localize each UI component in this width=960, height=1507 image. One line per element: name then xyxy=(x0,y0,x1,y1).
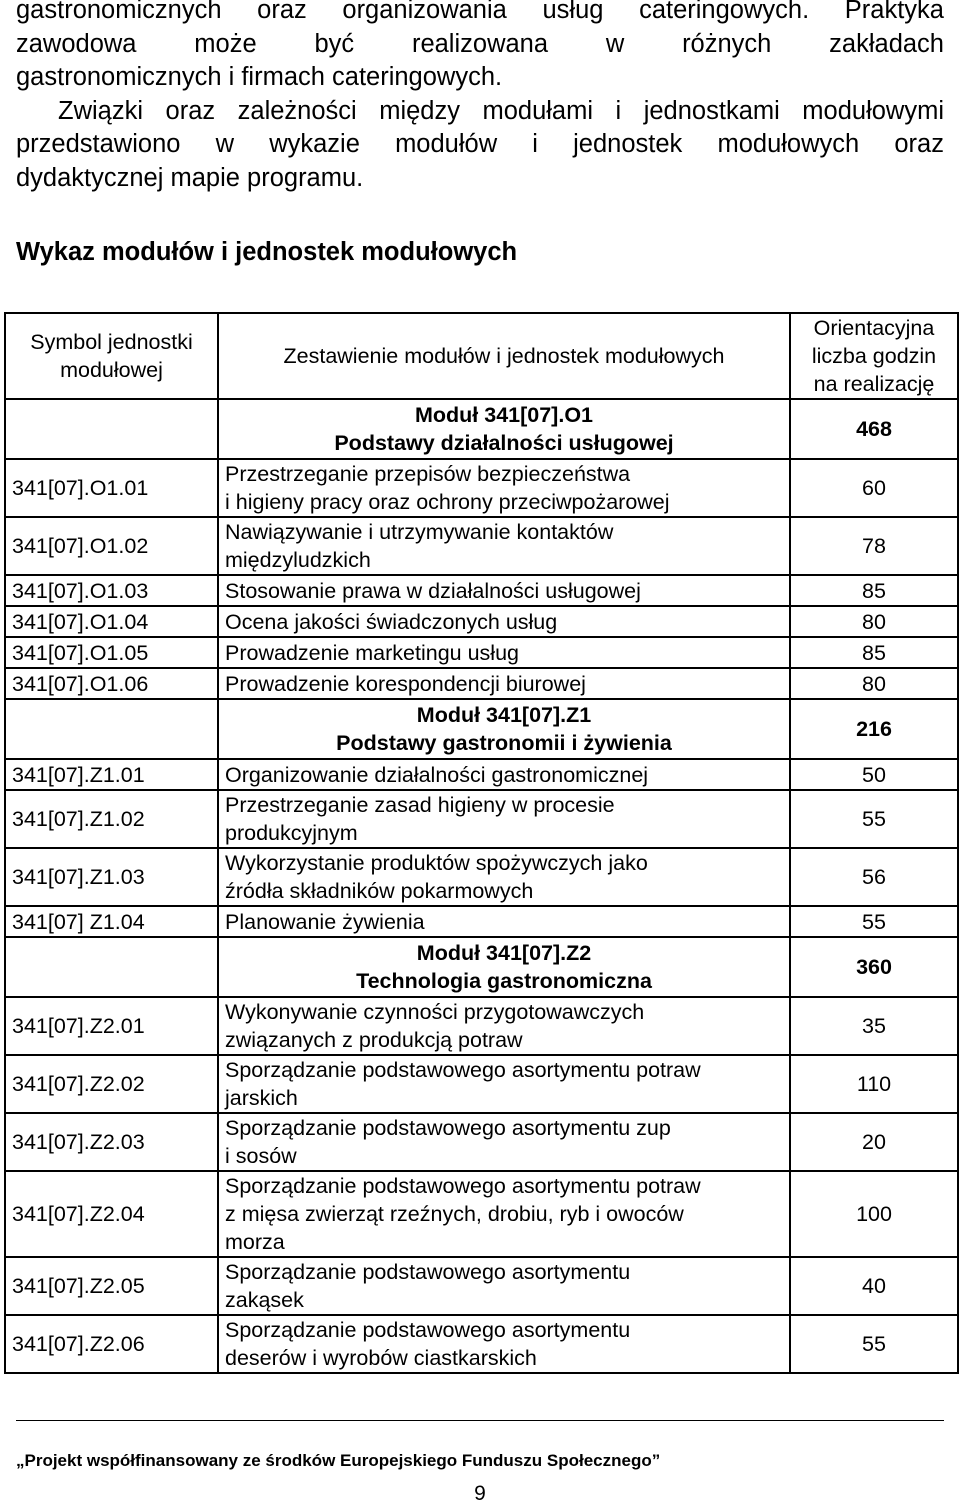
intro-line: gastronomicznych oraz organizowania usług cateringowych. Praktyka xyxy=(16,0,944,24)
module-title-line: Moduł 341[07].Z1 xyxy=(416,703,592,727)
table-row xyxy=(5,790,958,848)
table-row xyxy=(5,1315,958,1373)
unit-hours: 55 xyxy=(790,1315,958,1373)
unit-hours: 55 xyxy=(790,790,958,848)
unit-symbol: 341[07].Z2.01 xyxy=(5,997,218,1055)
unit-symbol: 341[07].Z1.01 xyxy=(5,759,218,790)
unit-name-line: związanych z produkcją potraw xyxy=(225,1028,523,1052)
footer-text: „Projekt współfinansowany ze środków Europejskiego Funduszu Społecznego” xyxy=(16,1451,661,1470)
table-row xyxy=(5,1171,958,1257)
unit-hours: 110 xyxy=(790,1055,958,1113)
intro-text xyxy=(16,0,944,195)
header-name: Zestawienie modułów i jednostek modułowych xyxy=(218,313,790,399)
footer-divider xyxy=(16,1420,944,1421)
unit-hours: 50 xyxy=(790,759,958,790)
table-row xyxy=(5,668,958,699)
module-hours: 216 xyxy=(790,699,958,759)
table-row xyxy=(5,759,958,790)
unit-hours: 20 xyxy=(790,1113,958,1171)
unit-name-line: morza xyxy=(225,1230,285,1254)
unit-name-line: Przestrzeganie przepisów bezpieczeństwa xyxy=(225,462,631,486)
unit-name-line: międzyludzkich xyxy=(225,548,371,572)
unit-name xyxy=(218,1113,790,1171)
unit-name-line: produkcyjnym xyxy=(225,821,358,845)
module-title-line: Podstawy gastronomii i żywienia xyxy=(336,731,672,755)
unit-symbol: 341[07].O1.02 xyxy=(5,517,218,575)
unit-hours: 35 xyxy=(790,997,958,1055)
unit-name-line: i sosów xyxy=(225,1144,297,1168)
unit-name-line: Sporządzanie podstawowego asortymentu potraw xyxy=(225,1058,701,1082)
unit-name-line: Ocena jakości świadczonych usług xyxy=(225,609,558,634)
page-number: 9 xyxy=(474,1482,486,1505)
module-row xyxy=(5,937,958,997)
unit-symbol: 341[07].O1.01 xyxy=(5,459,218,517)
unit-symbol: 341[07].Z2.02 xyxy=(5,1055,218,1113)
unit-symbol: 341[07].O1.03 xyxy=(5,575,218,606)
unit-hours: 78 xyxy=(790,517,958,575)
unit-hours: 80 xyxy=(790,606,958,637)
unit-name xyxy=(218,1315,790,1373)
unit-symbol: 341[07] Z1.04 xyxy=(5,906,218,937)
unit-hours: 60 xyxy=(790,459,958,517)
unit-name xyxy=(218,637,790,668)
intro-line: Związki oraz zależności między modułami i jednostkami modułowymi xyxy=(58,96,944,125)
unit-name xyxy=(218,848,790,906)
unit-name xyxy=(218,790,790,848)
module-hours: 360 xyxy=(790,937,958,997)
table-row xyxy=(5,1113,958,1171)
unit-symbol: 341[07].O1.04 xyxy=(5,606,218,637)
unit-name-line: Prowadzenie korespondencji biurowej xyxy=(225,671,586,696)
module-title xyxy=(218,937,790,997)
unit-name-line: Sporządzanie podstawowego asortymentu potraw xyxy=(225,1174,701,1198)
unit-symbol: 341[07].O1.05 xyxy=(5,637,218,668)
unit-name-line: i higieny pracy oraz ochrony przeciwpożarowej xyxy=(225,490,670,514)
unit-name-line: Przestrzeganie zasad higieny w procesie xyxy=(225,793,615,817)
intro-line: zawodowa może być realizowana w różnych zakładach xyxy=(16,29,944,58)
unit-hours: 100 xyxy=(790,1171,958,1257)
unit-name-line: Organizowanie działalności gastronomicznej xyxy=(225,762,649,787)
unit-name-line: deserów i wyrobów ciastkarskich xyxy=(225,1346,537,1370)
unit-symbol: 341[07].Z2.06 xyxy=(5,1315,218,1373)
unit-name xyxy=(218,759,790,790)
table-row xyxy=(5,575,958,606)
module-row xyxy=(5,699,958,759)
unit-name-line: jarskich xyxy=(225,1086,298,1110)
intro-line: gastronomicznych i firmach cateringowych. xyxy=(16,63,503,91)
table-row xyxy=(5,459,958,517)
module-symbol-cell xyxy=(5,399,218,459)
intro-line: przedstawiono w wykazie modułów i jednostek modułowych oraz xyxy=(16,130,944,158)
unit-symbol: 341[07].Z2.03 xyxy=(5,1113,218,1171)
unit-name xyxy=(218,1171,790,1257)
header-hours: Orientacyjna liczba godzin na realizację xyxy=(790,313,958,399)
unit-hours: 56 xyxy=(790,848,958,906)
unit-symbol: 341[07].Z1.03 xyxy=(5,848,218,906)
unit-name-line: Nawiązywanie i utrzymywanie kontaktów xyxy=(225,520,614,544)
unit-symbol: 341[07].O1.06 xyxy=(5,668,218,699)
unit-name xyxy=(218,906,790,937)
module-title-line: Moduł 341[07].O1 xyxy=(414,403,593,427)
module-title xyxy=(218,399,790,459)
unit-symbol: 341[07].Z2.05 xyxy=(5,1257,218,1315)
unit-symbol: 341[07].Z1.02 xyxy=(5,790,218,848)
unit-name-line: źródła składników pokarmowych xyxy=(225,879,534,903)
unit-name-line: Stosowanie prawa w działalności usługowej xyxy=(225,578,641,603)
table-row xyxy=(5,848,958,906)
module-hours: 468 xyxy=(790,399,958,459)
unit-name xyxy=(218,1055,790,1113)
unit-hours: 85 xyxy=(790,575,958,606)
unit-name-line: Sporządzanie podstawowego asortymentu xyxy=(225,1260,631,1284)
unit-hours: 80 xyxy=(790,668,958,699)
table-row xyxy=(5,517,958,575)
unit-name xyxy=(218,606,790,637)
table-row xyxy=(5,1055,958,1113)
module-title xyxy=(218,699,790,759)
unit-name xyxy=(218,1257,790,1315)
unit-symbol: 341[07].Z2.04 xyxy=(5,1171,218,1257)
unit-hours: 55 xyxy=(790,906,958,937)
table-row xyxy=(5,1257,958,1315)
module-title-line: Technologia gastronomiczna xyxy=(356,969,652,993)
header-symbol: Symbol jednostki modułowej xyxy=(5,313,218,399)
unit-name xyxy=(218,997,790,1055)
module-table xyxy=(4,312,959,1374)
module-title-line: Moduł 341[07].Z2 xyxy=(416,941,592,965)
unit-name xyxy=(218,668,790,699)
intro-line: dydaktycznej mapie programu. xyxy=(16,163,364,192)
table-row xyxy=(5,997,958,1055)
section-title: Wykaz modułów i jednostek modułowych xyxy=(16,238,518,266)
unit-name-line: Wykorzystanie produktów spożywczych jako xyxy=(225,851,648,875)
module-row xyxy=(5,399,958,459)
unit-name-line: Sporządzanie podstawowego asortymentu zup xyxy=(225,1116,671,1140)
unit-hours: 85 xyxy=(790,637,958,668)
module-symbol-cell xyxy=(5,937,218,997)
unit-hours: 40 xyxy=(790,1257,958,1315)
table-row xyxy=(5,637,958,668)
module-symbol-cell xyxy=(5,699,218,759)
module-title-line: Podstawy działalności usługowej xyxy=(334,431,674,455)
unit-name-line: Wykonywanie czynności przygotowawczych xyxy=(225,1000,645,1024)
table-header-row xyxy=(5,313,958,399)
table-row xyxy=(5,606,958,637)
unit-name-line: z mięsa zwierząt rzeźnych, drobiu, ryb i owoców xyxy=(225,1202,684,1226)
unit-name-line: Planowanie żywienia xyxy=(225,909,425,934)
unit-name-line: zakąsek xyxy=(225,1288,304,1312)
unit-name xyxy=(218,575,790,606)
table-row xyxy=(5,906,958,937)
unit-name-line: Prowadzenie marketingu usług xyxy=(225,640,519,665)
unit-name xyxy=(218,517,790,575)
unit-name xyxy=(218,459,790,517)
unit-name-line: Sporządzanie podstawowego asortymentu xyxy=(225,1318,631,1342)
